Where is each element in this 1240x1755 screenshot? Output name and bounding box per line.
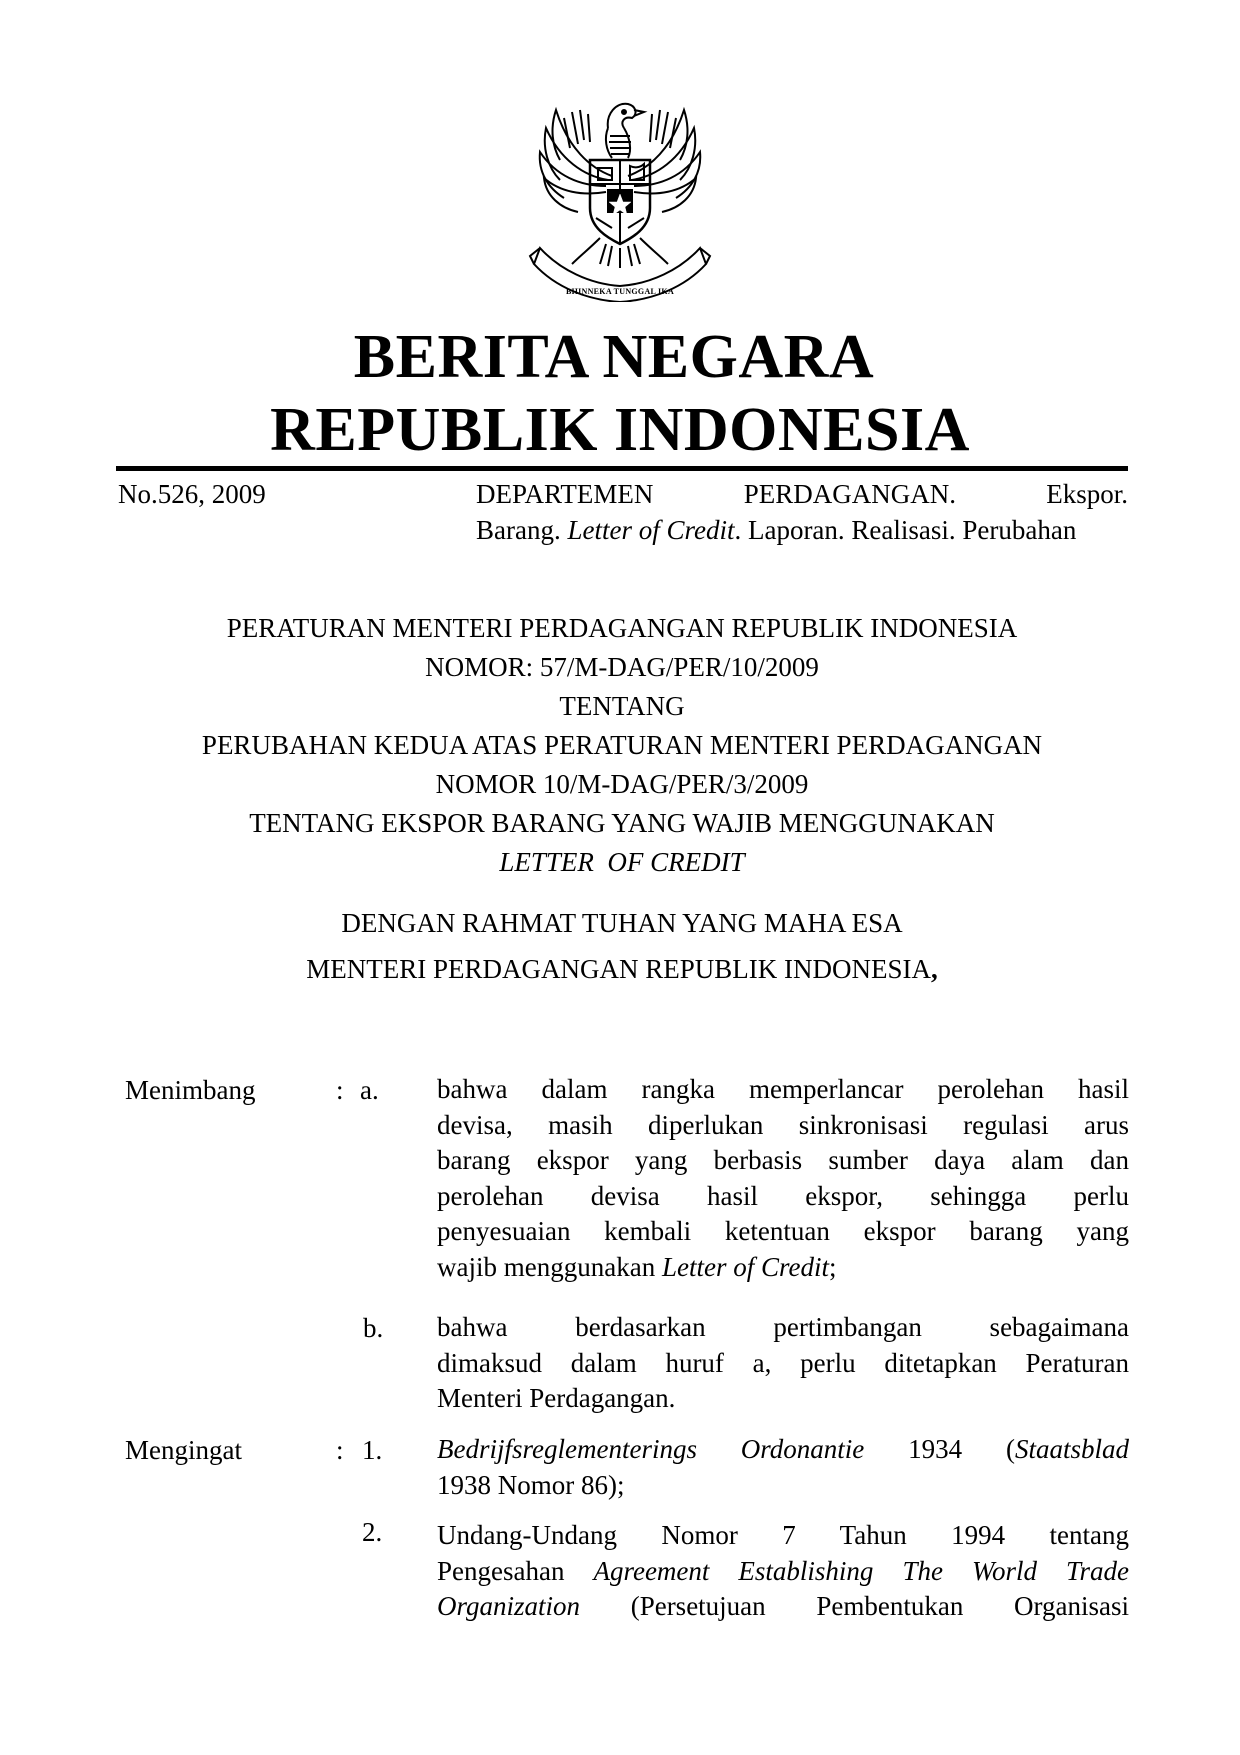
mengingat-2-line-3: [437, 1589, 1129, 1625]
menimbang-b-line-3: Menteri Perdagangan.: [437, 1383, 676, 1413]
issue-subject-italic: Letter of Credit: [567, 515, 735, 545]
mengingat-label: Mengingat: [125, 1435, 242, 1465]
mengingat-2-italic-2: Organization: [437, 1591, 581, 1621]
mengingat-2-line-1: Undang-Undang Nomor 7 Tahun 1994 tentang: [437, 1520, 1129, 1550]
menimbang-a-line-6-post: ;: [828, 1251, 837, 1282]
mengingat-2-post: (Persetujuan Pembentukan Organisasi: [580, 1591, 1129, 1621]
menimbang-a-line-2: devisa, masih diperlukan sinkronisasi regulasi arus: [437, 1109, 1129, 1140]
menimbang-a-line-6-pre: wajib menggunakan: [437, 1251, 662, 1282]
title-line-7: LETTER OF CREDIT: [499, 847, 745, 877]
title-line-9: [116, 946, 1128, 992]
issue-subject-word-3: Ekspor.: [1046, 479, 1128, 509]
menimbang-label: Menimbang: [125, 1075, 256, 1105]
masthead-divider: [116, 466, 1128, 471]
menimbang-b-marker: b.: [363, 1313, 384, 1343]
regulation-title: [116, 609, 1128, 992]
menimbang-a-line-3: barang ekspor yang berbasis sumber daya alam dan: [437, 1145, 1129, 1175]
menimbang-a-text: [437, 1072, 1129, 1285]
mengingat-2-text: [437, 1518, 1129, 1625]
mengingat-1-line-2: 1938 Nomor 86);: [437, 1469, 625, 1500]
issue-number: No.526, 2009: [118, 479, 266, 509]
mengingat-2-marker: 2.: [362, 1517, 383, 1547]
title-line-1: PERATURAN MENTERI PERDAGANGAN REPUBLIK INDONESIA: [226, 613, 1018, 643]
title-line-8: DENGAN RAHMAT TUHAN YANG MAHA ESA: [341, 908, 903, 938]
mengingat-1-italic: Bedrijfsreglementerings Ordonantie: [437, 1434, 865, 1464]
menimbang-a-line-1: bahwa dalam rangka memperlancar perolehan hasil: [437, 1074, 1129, 1104]
emblem-motto: BHINNEKA TUNGGAL IKA: [565, 287, 675, 296]
title-line-9-text: MENTERI PERDAGANGAN REPUBLIK INDONESIA: [306, 954, 931, 984]
title-line-5: NOMOR 10/M-DAG/PER/3/2009: [435, 769, 809, 799]
garuda-pancasila-emblem: [520, 88, 720, 302]
title-line-2: NOMOR: 57/M-DAG/PER/10/2009: [425, 652, 819, 682]
mengingat-1-marker: 1.: [362, 1435, 383, 1465]
masthead-line-1: BERITA NEGARA: [353, 323, 875, 391]
menimbang-b-text: [437, 1310, 1129, 1417]
issue-subject-word-1: DEPARTEMEN: [476, 479, 654, 509]
menimbang-a-line-6: [437, 1250, 1129, 1286]
mengingat-1-italic-2: Staatsblad: [1014, 1434, 1129, 1464]
issue-subject-word-2: PERDAGANGAN.: [743, 479, 956, 509]
title-line-4: PERUBAHAN KEDUA ATAS PERATURAN MENTERI PERDAGANGAN: [201, 730, 1043, 760]
issue-subject-line-2: [476, 512, 1128, 548]
mengingat-1-line-1: [437, 1432, 1129, 1468]
menimbang-b-line-2: dimaksud dalam huruf a, perlu ditetapkan Peraturan: [437, 1347, 1129, 1378]
issue-subject-post: . Laporan. Realisasi. Perubahan: [734, 515, 1077, 545]
mengingat-1-text: [437, 1432, 1129, 1503]
mengingat-colon: :: [336, 1435, 344, 1465]
issue-subject-pre: Barang.: [476, 515, 568, 545]
issue-subject-line-1: [476, 476, 1128, 512]
masthead-line-2: REPUBLIK INDONESIA: [270, 396, 970, 464]
title-line-9-comma: ,: [930, 954, 938, 984]
mengingat-2-pre: Pengesahan: [437, 1555, 594, 1586]
title-line-3: TENTANG: [559, 691, 685, 721]
menimbang-colon: :: [336, 1075, 344, 1105]
menimbang-a-marker: a.: [360, 1075, 379, 1105]
mengingat-1-mid: 1934 (: [864, 1434, 1015, 1464]
issue-subject: [476, 476, 1128, 548]
menimbang-a-line-6-italic: Letter of Credit: [661, 1251, 829, 1282]
menimbang-a-line-4: perolehan devisa hasil ekspor, sehingga perlu: [437, 1180, 1129, 1211]
menimbang-a-line-5: penyesuaian kembali ketentuan ekspor barang yang: [437, 1216, 1129, 1246]
mengingat-2-line-2: [437, 1554, 1129, 1590]
menimbang-b-line-1: bahwa berdasarkan pertimbangan sebagaimana: [437, 1312, 1129, 1342]
title-line-6: TENTANG EKSPOR BARANG YANG WAJIB MENGGUNAKAN: [249, 808, 995, 838]
mengingat-2-italic: Agreement Establishing The World Trade: [593, 1555, 1129, 1586]
